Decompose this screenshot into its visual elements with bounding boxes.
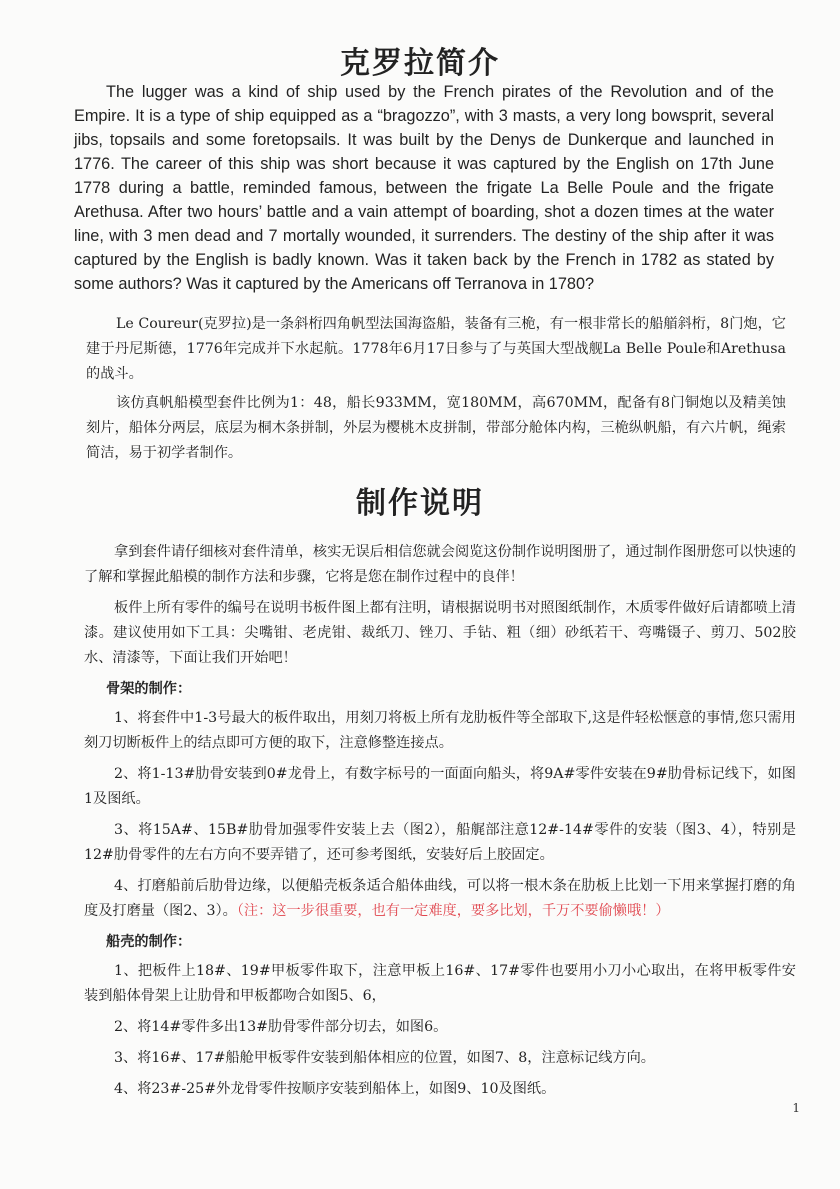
intro-chinese-paragraph-2: 该仿真帆船模型套件比例为1：48，船长933MM，宽180MM，高670MM，配备有8门铜炮以及精美蚀刻片，船体分两层，底层为桐木条拼制，外层为樱桃木皮拼制，带部分舱体内构，三桅纵帆船，有六片帆，绳索简洁，易于初学者制作。	[86, 395, 786, 461]
frame-section-label: 骨架的制作：	[106, 681, 192, 697]
hull-step-1: 1、把板件上18#、19#甲板零件取下，注意甲板上16#、17#零件也要用小刀小心取出，在将甲板零件安装到船体骨架上让肋骨和甲板都吻合如图5、6，	[84, 963, 796, 1004]
steps-intro-paragraph-1: 拿到套件请仔细核对套件清单，核实无误后相信您就会阅览这份制作说明图册了，通过制作图册您可以快速的了解和掌握此船模的制作方法和步骤，它将是您在制作过程中的良伴！	[84, 544, 796, 585]
intro-chinese-paragraph-1: Le Coureur(克罗拉)是一条斜桁四角帆型法国海盗船，装备有三桅，有一根非常长的船艏斜桁，8门炮，它建于丹尼斯德，1776年完成并下水起航。1778年6月17日参与了与英国大型战舰La Belle Poule和Arethusa的战斗。	[86, 316, 786, 382]
intro-title: 克罗拉简介	[340, 46, 500, 81]
hull-section-label: 船壳的制作：	[106, 934, 192, 950]
hull-step-2: 2、将14#零件多出13#肋骨零件部分切去，如图6。	[114, 1019, 448, 1035]
hull-step-3: 3、将16#、17#船舱甲板零件安装到船体相应的位置，如图7、8，注意标记线方向。	[114, 1050, 655, 1066]
hull-step-4: 4、将23#-25#外龙骨零件按顺序安装到船体上，如图9、10及图纸。	[114, 1081, 556, 1097]
frame-step-1: 1、将套件中1-3号最大的板件取出，用刻刀将板上所有龙肋板件等全部取下,这是件轻松惬意的事情,您只需用刻刀切断板件上的结点即可方便的取下，注意修整连接点。	[84, 710, 796, 751]
frame-step-4	[84, 874, 796, 924]
frame-step-4-warning: （注：这一步很重要，也有一定难度，要多比划，千万不要偷懒哦！）	[236, 903, 670, 919]
steps-title: 制作说明	[356, 486, 484, 521]
frame-step-2: 2、将1-13#肋骨安装到0#龙骨上，有数字标号的一面面向船头，将9A#零件安装在9#肋骨标记线下，如图1及图纸。	[84, 766, 796, 807]
intro-english-paragraph: The lugger was a kind of ship used by the French pirates of the Revolution and of the Empire. It is a type of ship equipped as a “bragozzo”, with 3 masts, a very long bowsprit, several jibs, topsails and some foretopsails. It was built by the Denys de Dunkerque and launched in 1776. The career of this ship was short because it was captured by the English on 17th June 1778 during a battle, reminded famous, between the frigate La Belle Poule and the frigate Arethusa. After two hours’ battle and a vain attempt of boarding, shot a dozen times at the water line, with 3 men dead and 7 mortally wounded, it surrenders. The destiny of the ship after it was captured by the English is badly known. Was it taken back by the French in 1782 as stated by some authors? Was it captured by the Americans off Terranova in 1780?	[74, 83, 774, 293]
intro-chinese-section	[86, 312, 786, 470]
frame-step-3: 3、将15A#、15B#肋骨加强零件安装上去（图2），船艉部注意12#-14#零件的安装（图3、4），特别是12#肋骨零件的左右方向不要弄错了，还可参考图纸，安装好后上胶固定。	[84, 822, 796, 863]
steps-intro-paragraph-2: 板件上所有零件的编号在说明书板件图上都有注明，请根据说明书对照图纸制作，木质零件做好后请都喷上清漆。建议使用如下工具：尖嘴钳、老虎钳、裁纸刀、锉刀、手钻、粗（细）砂纸若干、弯嘴镊子、剪刀、502胶水、清漆等，下面让我们开始吧！	[84, 600, 796, 666]
frame-step-4-text: 4、打磨船前后肋骨边缘，以便船壳板条适合船体曲线，可以将一根木条在肋板上比划一下用来掌握打磨的角度及打磨量（图2、3）。	[84, 878, 796, 919]
steps-section	[84, 540, 796, 1108]
page-number: 1	[792, 1101, 800, 1115]
